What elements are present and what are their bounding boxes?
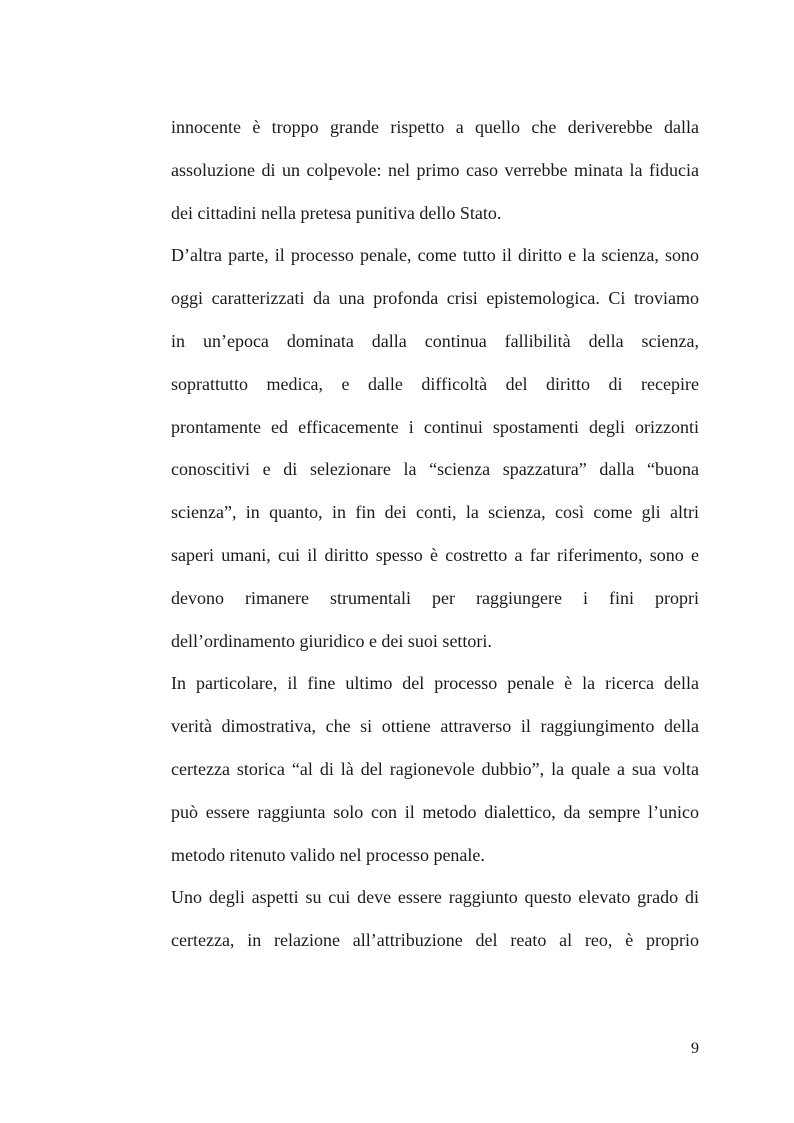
text-line: assoluzione di un colpevole: nel primo caso verrebbe minata la fiducia [171,159,699,180]
body-text [171,106,699,962]
text-line: saperi umani, cui il diritto spesso è costretto a far riferimento, sono e [171,544,699,565]
text-line: conoscitivi e di selezionare la “scienza spazzatura” dalla “buona [171,459,699,480]
text-line: prontamente ed efficacemente i continui spostamenti degli orizzonti [171,416,699,437]
text-line: dei cittadini nella pretesa punitiva dello Stato. [171,202,502,223]
text-line: D’altra parte, il processo penale, come tutto il diritto e la scienza, sono [171,245,699,266]
text-line: verità dimostrativa, che si ottiene attraverso il raggiungimento della [171,716,699,737]
text-line: metodo ritenuto valido nel processo penale. [171,844,485,865]
text-line: In particolare, il fine ultimo del processo penale è la ricerca della [171,673,699,694]
text-line: dell’ordinamento giuridico e dei suoi settori. [171,630,492,651]
text-line: innocente è troppo grande rispetto a quello che deriverebbe dalla [171,117,699,137]
text-line: Uno degli aspetti su cui deve essere raggiunto questo elevato grado di [171,887,699,908]
text-line: può essere raggiunta solo con il metodo dialettico, da sempre l’unico [171,801,699,822]
text-line: devono rimanere strumentali per raggiungere i fini propri [171,587,699,608]
text-line: scienza”, in quanto, in fin dei conti, la scienza, così come gli altri [171,502,699,523]
page-number: 9 [691,1040,699,1057]
text-line: oggi caratterizzati da una profonda crisi epistemologica. Ci troviamo [171,288,699,309]
text-line: in un’epoca dominata dalla continua fallibilità della scienza, [171,330,699,351]
text-line: certezza storica “al di là del ragionevole dubbio”, la quale a sua volta [171,758,699,779]
text-line: certezza, in relazione all’attribuzione del reato al reo, è proprio [171,930,699,951]
text-line: soprattutto medica, e dalle difficoltà del diritto di recepire [171,373,699,394]
